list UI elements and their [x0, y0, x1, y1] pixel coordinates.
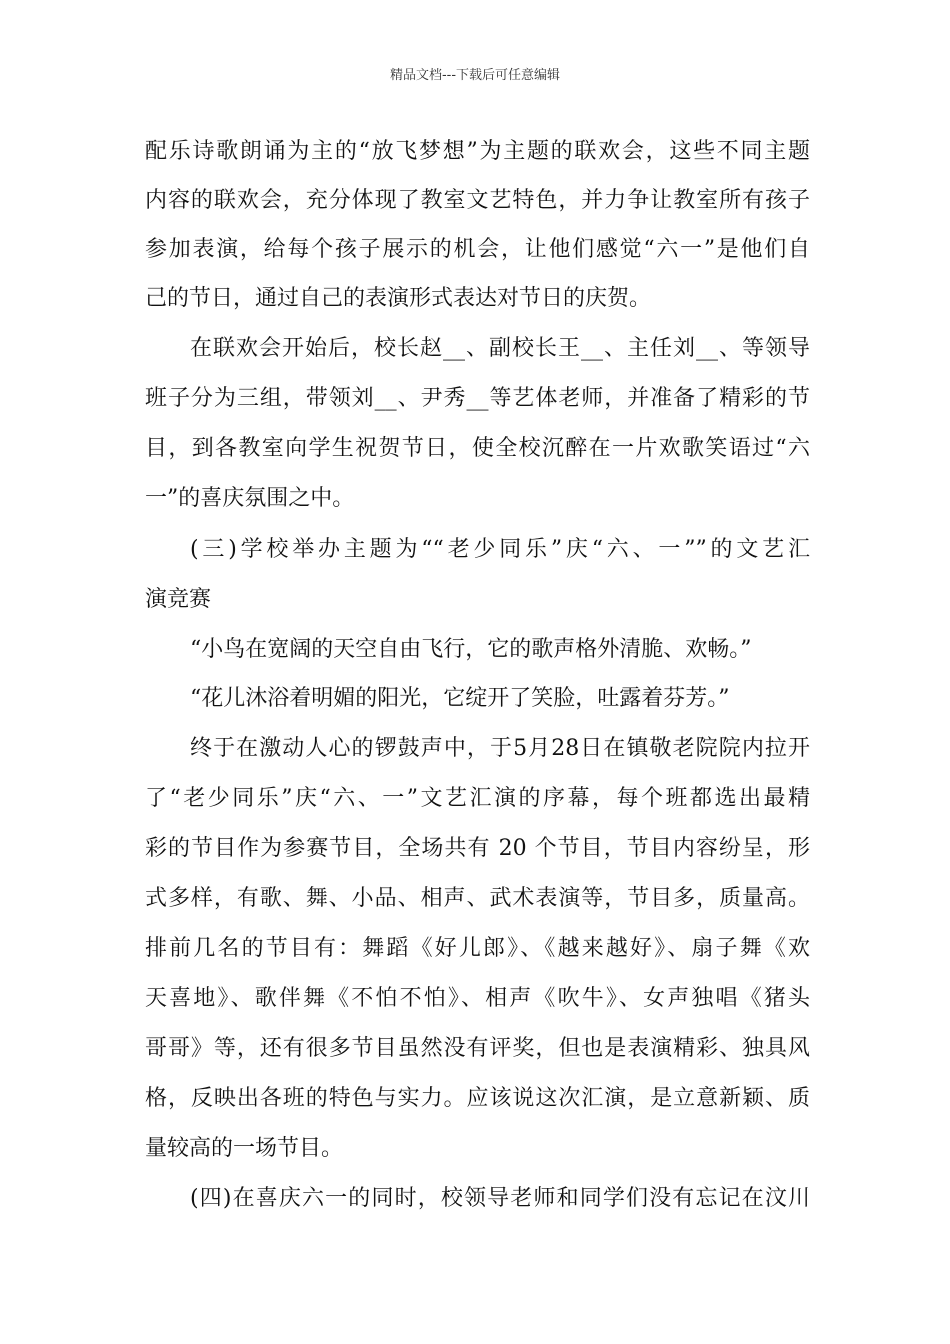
text-line: 排前几名的节目有：舞蹈《好儿郎》、《越来越好》、扇子舞《欢: [145, 936, 810, 961]
text-line: 哥哥》等，还有很多节目虽然没有评奖，但也是表演精彩、独具风: [145, 1036, 810, 1061]
text-line: 内容的联欢会，充分体现了教室文艺特色，并力争让教室所有孩子: [145, 188, 810, 213]
text-line: 式多样，有歌、舞、小品、相声、武术表演等，节目多，质量高。: [145, 886, 810, 911]
text-line: 彩的节目作为参赛节目，全场共有 20 个节目，节目内容纷呈，形: [145, 836, 810, 861]
page-header: 精品文档---下载后可任意编辑: [389, 68, 561, 83]
text-line: (四)在喜庆六一的同时，校领导老师和同学们没有忘记在汶川: [190, 1186, 810, 1211]
text-line: 己的节日，通过自己的表演形式表达对节日的庆贺。: [145, 286, 652, 311]
text-line: 参加表演，给每个孩子展示的机会，让他们感觉“六一”是他们自: [145, 237, 810, 262]
text-line: 了“老少同乐”庆“六、一”文艺汇演的序幕，每个班都选出最精: [145, 786, 810, 811]
text-line: 一”的喜庆氛围之中。: [145, 486, 355, 511]
text-line: 演竞赛: [145, 587, 212, 612]
text-line: “花儿沐浴着明媚的阳光，它绽开了笑脸，吐露着芬芳。”: [190, 686, 730, 711]
text-line: 格，反映出各班的特色与实力。应该说这次汇演，是立意新颖、质: [145, 1086, 810, 1111]
text-line: 终于在激动人心的锣鼓声中，于5月28日在镇敬老院院内拉开: [190, 736, 810, 761]
text-line: “小鸟在宽阔的天空自由飞行，它的歌声格外清脆、欢畅。”: [190, 637, 752, 662]
text-line: 量较高的一场节目。: [145, 1136, 344, 1161]
text-line: 班子分为三组，带领刘__、尹秀__等艺体老师，并准备了精彩的节: [145, 386, 810, 411]
text-line: (三)学校举办主题为““老少同乐”庆“六、一””的文艺汇: [190, 537, 810, 562]
text-line: 目，到各教室向学生祝贺节日，使全校沉醉在一片欢歌笑语过“六: [145, 436, 810, 461]
text-line: 在联欢会开始后，校长赵__、副校长王__、主任刘__、等领导: [190, 336, 810, 361]
text-line: 配乐诗歌朗诵为主的“放飞梦想”为主题的联欢会，这些不同主题: [145, 139, 810, 164]
text-line: 天喜地》、歌伴舞《不怕不怕》、相声《吹牛》、女声独唱《猪头: [145, 986, 810, 1011]
